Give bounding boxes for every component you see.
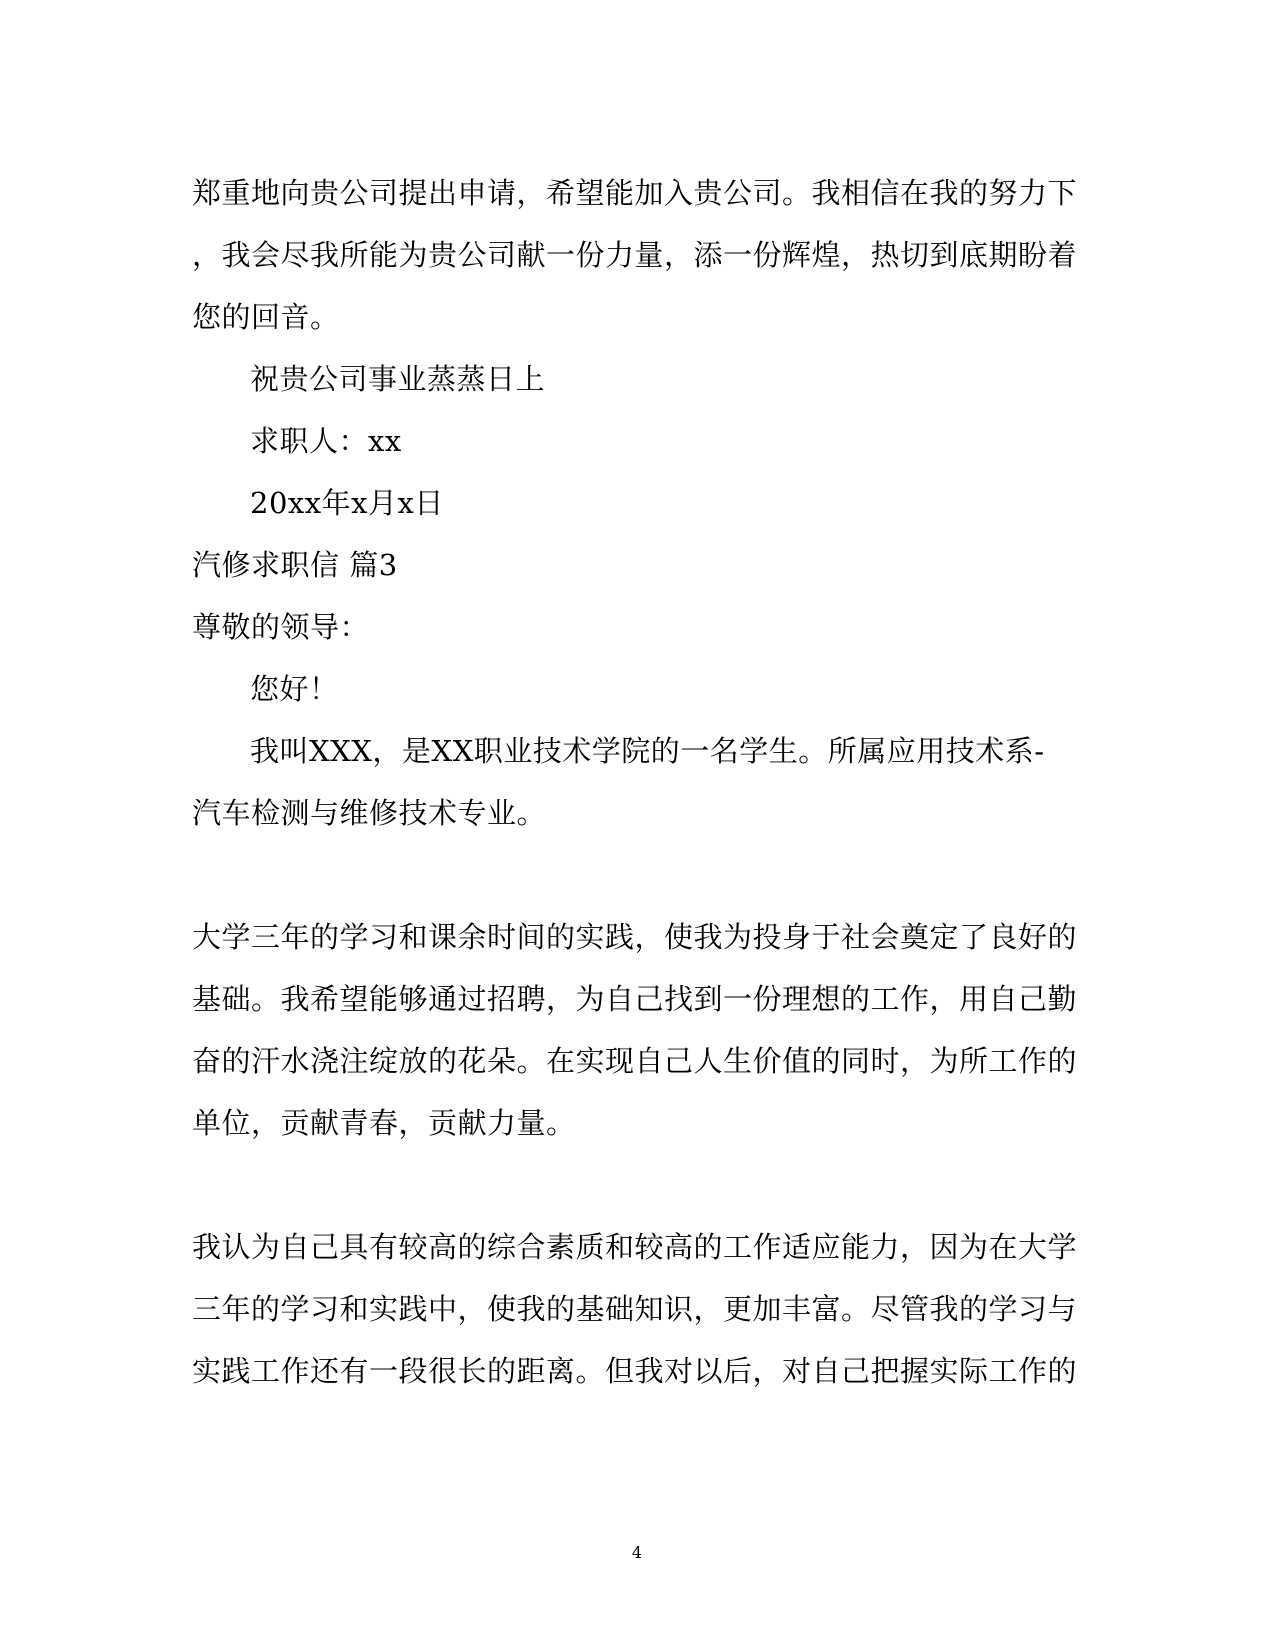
- paragraph-3-line-3: 实践工作还有一段很长的距离。但我对以后，对自己把握实际工作的: [192, 1354, 1078, 1388]
- paragraph-2-line-1: 大学三年的学习和课余时间的实践，使我为投身于社会奠定了良好的: [192, 920, 1078, 954]
- paragraph-3-line-1: 我认为自己具有较高的综合素质和较高的工作适应能力，因为在大学: [192, 1230, 1078, 1264]
- paragraph-2-line-3: 奋的汗水浇注绽放的花朵。在实现自己人生价值的同时，为所工作的: [192, 1044, 1078, 1078]
- applicant-signature: 求职人：xx: [250, 424, 402, 458]
- intro-line-2: 汽车检测与维修技术专业。: [192, 796, 547, 830]
- closing-wish: 祝贵公司事业蒸蒸日上: [250, 362, 546, 396]
- intro-line-1: 我叫XXX，是XX职业技术学院的一名学生。所属应用技术系-: [250, 734, 1045, 768]
- greeting: 您好！: [250, 672, 339, 706]
- paragraph-3-line-2: 三年的学习和实践中，使我的基础知识，更加丰富。尽管我的学习与: [192, 1292, 1078, 1326]
- paragraph-2-line-2: 基础。我希望能够通过招聘，为自己找到一份理想的工作，用自己勤: [192, 982, 1078, 1016]
- section-heading: 汽修求职信 篇3: [192, 548, 398, 582]
- body-line-2: ，我会尽我所能为贵公司献一份力量，添一份辉煌，热切到底期盼着: [192, 238, 1078, 272]
- page-number: 4: [631, 1543, 643, 1562]
- paragraph-2-line-4: 单位，贡献青春，贡献力量。: [192, 1106, 576, 1140]
- salutation: 尊敬的领导：: [192, 610, 370, 644]
- body-line-3: 您的回音。: [192, 300, 340, 334]
- body-line-1: 郑重地向贵公司提出申请，希望能加入贵公司。我相信在我的努力下: [192, 176, 1078, 210]
- letter-date: 20xx年x月x日: [250, 486, 444, 520]
